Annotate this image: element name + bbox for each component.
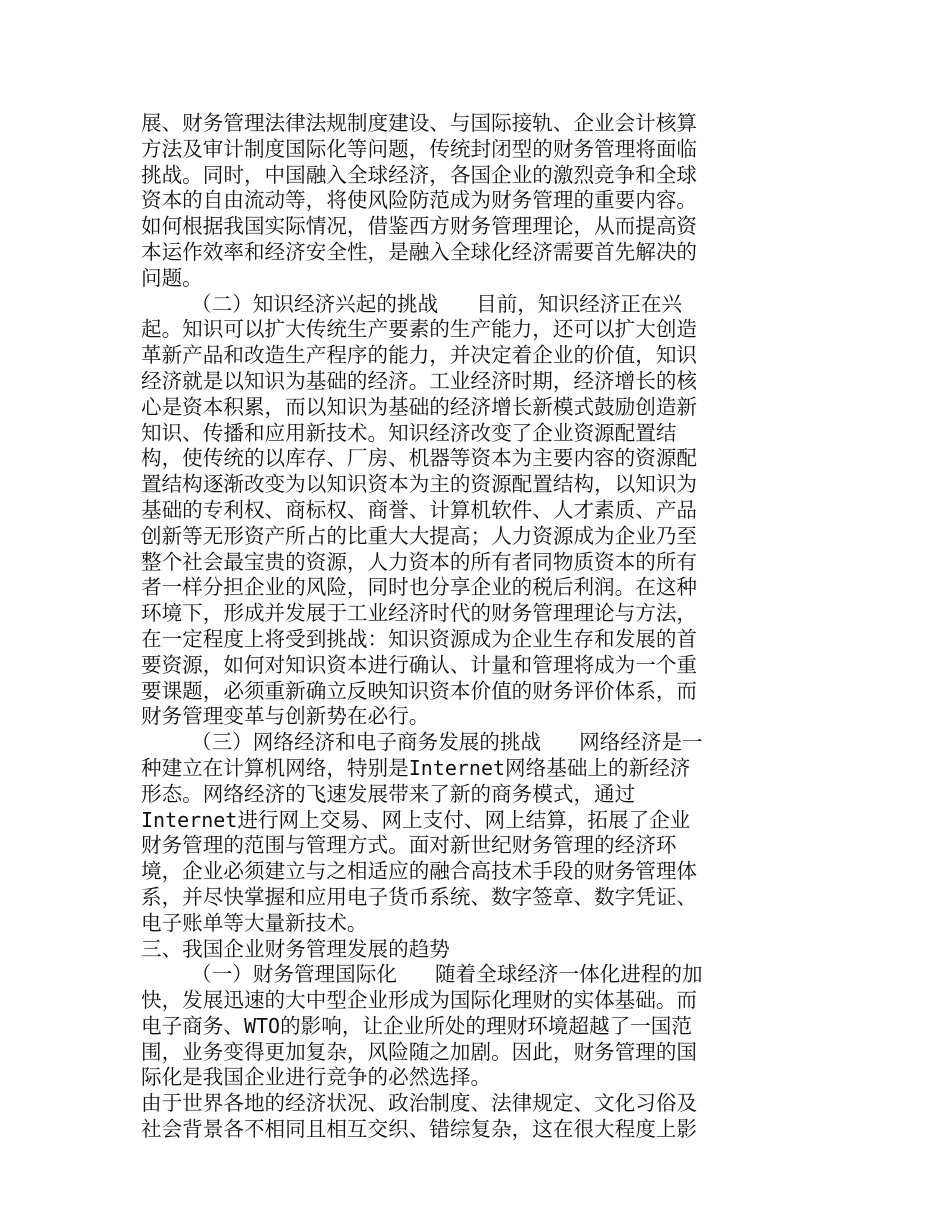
text-run: 的影响，让企业所处的理财环境超越了一国范 [280,1013,692,1038]
text-line: 资本的自由流动等，将使风险防范成为财务管理的重要内容。 [141,188,698,213]
text-line: 展、财务管理法律法规制度建设、与国际接轨、企业会计核算 [141,111,698,135]
text-line: 快，发展迅速的大中型企业形成为国际化理财的实体基础。而 [141,988,698,1013]
text-line: 整个社会最宝贵的资源，人力资本的所有者同物质资本的所有 [141,549,698,574]
text-line: 电子账单等大量新技术。 [141,910,368,935]
subsection-1-first-line [141,962,731,988]
text-line: 创新等无形资产所占的比重大大提高；人力资源成为企业乃至 [141,523,698,548]
text-line: 知识、传播和应用新技术。知识经济改变了企业资源配置结 [141,420,677,445]
text-line: 挑战。同时，中国融入全球经济，各国企业的激烈竞争和全球 [141,162,698,187]
text-line: 财务管理的范围与管理方式。面对新世纪财务管理的经济环 [141,833,677,858]
term-internet: Internet [141,807,238,832]
text-line [141,1014,731,1040]
text-line [141,756,731,782]
text-line: 如何根据我国实际情况，借鉴西方财务管理理论，从而提高资 [141,214,698,239]
text-line: 在一定程度上将受到挑战：知识资源成为企业生存和发展的首 [141,626,698,651]
text-run: 种建立在计算机网络，特别是 [141,755,409,780]
text-line: 基础的专利权、商标权、商誉、计算机软件、人才素质、产品 [141,497,698,522]
section-3-heading: （三）网络经济和电子商务发展的挑战 [191,730,542,755]
text-run: 网络基础上的新经济 [505,755,691,780]
text-line: 要资源，如何对知识资本进行确认、计量和管理将成为一个重 [141,652,698,677]
text-line: 革新产品和改造生产程序的能力，并决定着企业的价值，知识 [141,343,698,368]
term-internet: Internet [408,755,506,780]
subsection-1-heading: （一）财务管理国际化 [191,962,397,987]
section-3-first-line [141,730,731,756]
text-line: 形态。网络经济的飞速发展带来了新的商务模式，通过 [141,781,636,806]
text-line: 本运作效率和经济安全性，是融入全球化经济需要首先解决的 [141,239,698,264]
text-line [141,808,731,834]
text-line: 构，使传统的以库存、厂房、机器等资本为主要内容的资源配 [141,446,698,471]
text-line: 系，并尽快掌握和应用电子货币系统、数字签章、数字凭证、 [141,884,698,909]
text-line: 问题。 [141,265,203,290]
text-line: 起。知识可以扩大传统生产要素的生产能力，还可以扩大创造 [141,317,698,342]
text-line: 要课题，必须重新确立反映知识资本价值的财务评价体系，而 [141,678,698,703]
text-line: 际化是我国企业进行竞争的必然选择。 [141,1065,492,1090]
section-2-first-line [141,292,731,318]
text-line: 者一样分担企业的风险，同时也分享企业的税后利润。在这种 [141,575,698,600]
section-2-heading: （二）知识经济兴起的挑战 [191,291,439,316]
text-line: 方法及审计制度国际化等问题，传统封闭型的财务管理将面临 [141,136,698,161]
section-3-lead: 网络经济是一 [579,730,703,755]
text-line: 境，企业必须建立与之相适应的融合高技术手段的财务管理体 [141,859,698,884]
text-line: 围，业务变得更加复杂，风险随之加剧。因此，财务管理的国 [141,1039,698,1064]
section-2-lead: 目前，知识经济正在兴 [476,291,683,316]
subsection-1-lead: 随着全球经济一体化进程的加 [434,962,703,987]
text-line: 环境下，形成并发展于工业经济时代的财务管理理论与方法， [141,601,698,626]
text-line: 经济就是以知识为基础的经济。工业经济时期，经济增长的核 [141,368,698,393]
part-3-heading: 三、我国企业财务管理发展的趋势 [141,936,450,961]
text-run: 电子商务、 [141,1013,244,1038]
document-page [141,111,731,1143]
text-line: 财务管理变革与创新势在必行。 [141,704,430,729]
text-line: 由于世界各地的经济状况、政治制度、法律规定、文化习俗及 [141,1091,698,1116]
text-line: 置结构逐渐改变为以知识资本为主的资源配置结构，以知识为 [141,472,698,497]
term-wto: WTO [243,1013,281,1038]
text-line: 社会背景各不相同且相互交织、错综复杂，这在很大程度上影 [141,1117,698,1142]
text-run: 进行网上交易、网上支付、网上结算，拓展了企业 [237,807,691,832]
text-line: 心是资本积累，而以知识为基础的经济增长新模式鼓励创造新 [141,394,698,419]
